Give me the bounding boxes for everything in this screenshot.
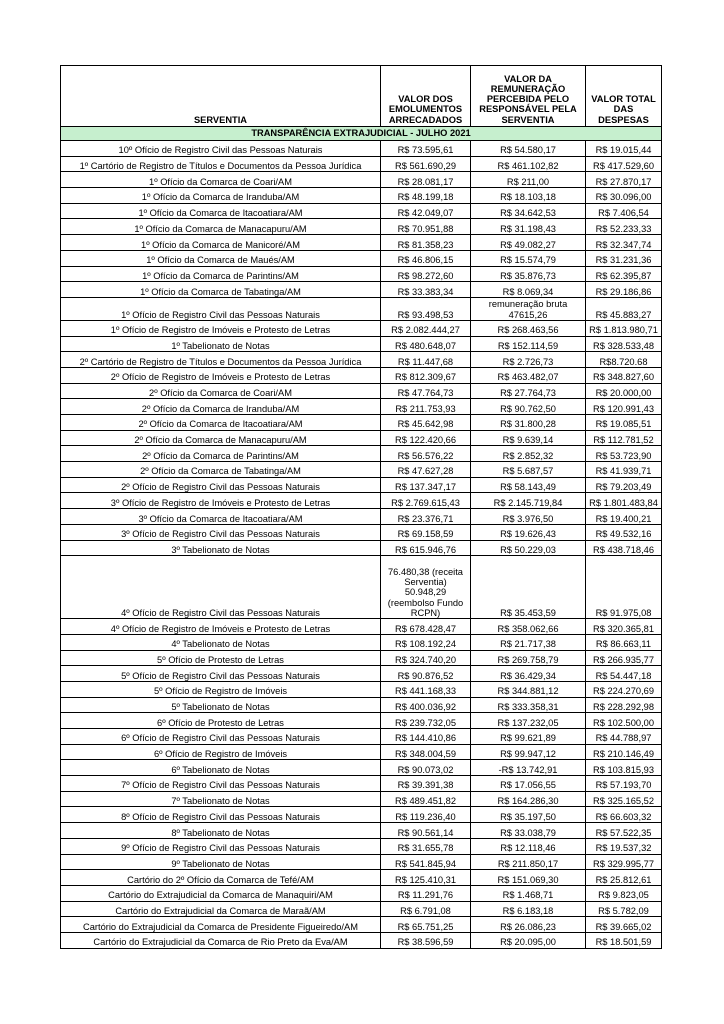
emolumentos-cell: R$ 73.595,61	[381, 141, 471, 157]
despesas-cell: R$ 325.165,52	[586, 791, 662, 807]
header-serventia: SERVENTIA	[61, 66, 381, 127]
remuneracao-cell: R$ 1.468,71	[471, 885, 586, 901]
remuneracao-cell: R$ 49.082,27	[471, 235, 586, 251]
despesas-cell: R$8.720.68	[586, 352, 662, 368]
table-row	[61, 352, 662, 368]
table-row	[61, 885, 662, 901]
despesas-cell: R$ 44.788,97	[586, 729, 662, 745]
table-row	[61, 493, 662, 509]
serventia-cell: 6º Ofício de Registro de Imóveis	[61, 744, 381, 760]
serventia-cell: 7º Ofício de Registro Civil das Pessoas Naturais	[61, 776, 381, 792]
serventia-cell: Cartório do Extrajudicial da Comarca de Manaquiri/AM	[61, 885, 381, 901]
serventia-cell: 4º Tabelionato de Notas	[61, 634, 381, 650]
emolumentos-cell: R$ 28.081,17	[381, 172, 471, 188]
despesas-cell: R$ 266.935,77	[586, 650, 662, 666]
remuneracao-cell: R$ 8.069,34	[471, 282, 586, 298]
despesas-cell: R$ 91.975,08	[586, 556, 662, 619]
table-row	[61, 383, 662, 399]
emolumentos-cell: R$ 541.845,94	[381, 854, 471, 870]
remuneracao-cell: R$ 5.687,57	[471, 462, 586, 478]
remuneracao-cell: R$ 99.947,12	[471, 744, 586, 760]
despesas-cell: R$ 29.186,86	[586, 282, 662, 298]
despesas-cell: R$ 39.665,02	[586, 917, 662, 933]
serventia-cell: 5º Ofício de Protesto de Letras	[61, 650, 381, 666]
remuneracao-cell: R$ 18.103,18	[471, 188, 586, 204]
table-row	[61, 415, 662, 431]
despesas-cell: R$ 320.365,81	[586, 619, 662, 635]
remuneracao-cell: R$ 50.229,03	[471, 540, 586, 556]
table-row	[61, 430, 662, 446]
table-row	[61, 634, 662, 650]
remuneracao-cell: R$ 34.642,53	[471, 203, 586, 219]
despesas-cell: R$ 417.529,60	[586, 156, 662, 172]
serventia-cell: 2º Ofício da Comarca de Manacapuru/AM	[61, 430, 381, 446]
remuneracao-cell: -R$ 13.742,91	[471, 760, 586, 776]
emolumentos-cell: R$ 33.383,34	[381, 282, 471, 298]
table-row	[61, 509, 662, 525]
remuneracao-cell: remuneração bruta 47615,26	[471, 297, 586, 320]
serventia-cell: Cartório do 2º Ofício da Comarca de Tefé/AM	[61, 870, 381, 886]
emolumentos-cell: R$ 6.791,08	[381, 901, 471, 917]
table-row	[61, 556, 662, 619]
despesas-cell: R$ 210.146,49	[586, 744, 662, 760]
emolumentos-cell: R$ 324.740,20	[381, 650, 471, 666]
despesas-cell: R$ 112.781,52	[586, 430, 662, 446]
remuneracao-cell: R$ 358.062,66	[471, 619, 586, 635]
despesas-cell: R$ 41.939,71	[586, 462, 662, 478]
despesas-cell: R$ 25.812,61	[586, 870, 662, 886]
table-row	[61, 807, 662, 823]
emolumentos-cell: R$ 93.498,53	[381, 297, 471, 320]
serventia-cell: Cartório do Extrajudicial da Comarca de Maraã/AM	[61, 901, 381, 917]
despesas-cell: R$ 32.347,74	[586, 235, 662, 251]
remuneracao-cell: R$ 461.102,82	[471, 156, 586, 172]
emolumentos-cell: R$ 812.309,67	[381, 367, 471, 383]
despesas-cell: R$ 19.537,32	[586, 838, 662, 854]
despesas-cell: R$ 224.270,69	[586, 681, 662, 697]
emolumentos-cell: R$ 441.168,33	[381, 681, 471, 697]
despesas-cell: R$ 5.782,09	[586, 901, 662, 917]
table-row	[61, 219, 662, 235]
despesas-cell: R$ 66.603,32	[586, 807, 662, 823]
despesas-cell: R$ 102.500,00	[586, 713, 662, 729]
table-row	[61, 666, 662, 682]
emolumentos-cell: R$ 480.648,07	[381, 336, 471, 352]
emolumentos-cell: R$ 348.004,59	[381, 744, 471, 760]
serventia-cell: 3º Tabelionato de Notas	[61, 540, 381, 556]
serventia-cell: 1º Ofício da Comarca de Maués/AM	[61, 250, 381, 266]
despesas-cell: R$ 31.231,36	[586, 250, 662, 266]
remuneracao-cell: R$ 90.762,50	[471, 399, 586, 415]
emolumentos-cell: R$ 39.391,38	[381, 776, 471, 792]
despesas-cell: R$ 18.501,59	[586, 932, 662, 948]
serventia-cell: 2º Ofício da Comarca de Itacoatiara/AM	[61, 415, 381, 431]
emolumentos-cell: R$ 90.561,14	[381, 823, 471, 839]
serventia-cell: 2º Ofício da Comarca de Parintins/AM	[61, 446, 381, 462]
serventia-cell: 1º Tabelionato de Notas	[61, 336, 381, 352]
serventia-cell: 1º Ofício da Comarca de Itacoatiara/AM	[61, 203, 381, 219]
remuneracao-cell: R$ 58.143,49	[471, 477, 586, 493]
remuneracao-cell: R$ 463.482,07	[471, 367, 586, 383]
despesas-cell: R$ 27.870,17	[586, 172, 662, 188]
serventia-cell: 1º Ofício da Comarca de Parintins/AM	[61, 266, 381, 282]
serventia-cell: 3º Ofício de Registro de Imóveis e Protesto de Letras	[61, 493, 381, 509]
emolumentos-cell: R$ 65.751,25	[381, 917, 471, 933]
emolumentos-cell: R$ 489.451,82	[381, 791, 471, 807]
serventia-cell: 10º Ofício de Registro Civil das Pessoas Naturais	[61, 141, 381, 157]
despesas-cell: R$ 120.991,43	[586, 399, 662, 415]
emolumentos-cell: R$ 31.655,78	[381, 838, 471, 854]
serventia-cell: 9º Ofício de Registro Civil das Pessoas Naturais	[61, 838, 381, 854]
emolumentos-cell: R$ 400.036,92	[381, 697, 471, 713]
remuneracao-cell: R$ 164.286,30	[471, 791, 586, 807]
serventia-cell: 4º Ofício de Registro de Imóveis e Protesto de Letras	[61, 619, 381, 635]
emolumentos-cell: R$ 137.347,17	[381, 477, 471, 493]
table-row	[61, 870, 662, 886]
table-row	[61, 477, 662, 493]
serventia-cell: 2º Ofício da Comarca de Coari/AM	[61, 383, 381, 399]
table-row	[61, 172, 662, 188]
table-row	[61, 320, 662, 336]
serventia-cell: 9º Tabelionato de Notas	[61, 854, 381, 870]
remuneracao-cell: R$ 211.850,17	[471, 854, 586, 870]
remuneracao-cell: R$ 15.574,79	[471, 250, 586, 266]
remuneracao-cell: R$ 99.621,89	[471, 729, 586, 745]
table-row	[61, 650, 662, 666]
remuneracao-cell: R$ 2.145.719,84	[471, 493, 586, 509]
emolumentos-cell: R$ 11.447,68	[381, 352, 471, 368]
despesas-cell: R$ 54.447,18	[586, 666, 662, 682]
table-row	[61, 462, 662, 478]
table-row	[61, 540, 662, 556]
despesas-cell: R$ 57.193,70	[586, 776, 662, 792]
serventia-cell: 5º Ofício de Registro Civil das Pessoas Naturais	[61, 666, 381, 682]
transparency-table	[60, 65, 662, 949]
emolumentos-cell: R$ 38.596,59	[381, 932, 471, 948]
table-row	[61, 697, 662, 713]
table-row	[61, 854, 662, 870]
emolumentos-cell: R$ 2.769.615,43	[381, 493, 471, 509]
serventia-cell: 1º Ofício de Registro de Imóveis e Protesto de Letras	[61, 320, 381, 336]
table-row	[61, 367, 662, 383]
table-row	[61, 838, 662, 854]
remuneracao-cell: R$ 26.086,23	[471, 917, 586, 933]
serventia-cell: 5º Tabelionato de Notas	[61, 697, 381, 713]
table-row	[61, 744, 662, 760]
serventia-cell: 1º Cartório de Registro de Títulos e Documentos da Pessoa Jurídica	[61, 156, 381, 172]
table-row	[61, 760, 662, 776]
remuneracao-cell: R$ 137.232,05	[471, 713, 586, 729]
serventia-cell: 2º Cartório de Registro de Títulos e Documentos da Pessoa Jurídica	[61, 352, 381, 368]
despesas-cell: R$ 228.292,98	[586, 697, 662, 713]
serventia-cell: 8º Tabelionato de Notas	[61, 823, 381, 839]
emolumentos-cell: R$ 561.690,29	[381, 156, 471, 172]
despesas-cell: R$ 7.406,54	[586, 203, 662, 219]
table-row	[61, 156, 662, 172]
emolumentos-cell: R$ 119.236,40	[381, 807, 471, 823]
remuneracao-cell: R$ 9.639,14	[471, 430, 586, 446]
remuneracao-cell: R$ 20.095,00	[471, 932, 586, 948]
remuneracao-cell: R$ 151.069,30	[471, 870, 586, 886]
table-row	[61, 917, 662, 933]
remuneracao-cell: R$ 35.453,59	[471, 556, 586, 619]
table-row	[61, 266, 662, 282]
table-row	[61, 729, 662, 745]
remuneracao-cell: R$ 35.876,73	[471, 266, 586, 282]
emolumentos-cell: R$ 98.272,60	[381, 266, 471, 282]
remuneracao-cell: R$ 344.881,12	[471, 681, 586, 697]
serventia-cell: Cartório do Extrajudicial da Comarca de Rio Preto da Eva/AM	[61, 932, 381, 948]
header-row	[61, 66, 662, 127]
serventia-cell: 8º Ofício de Registro Civil das Pessoas Naturais	[61, 807, 381, 823]
table-row	[61, 282, 662, 298]
remuneracao-cell: R$ 31.800,28	[471, 415, 586, 431]
despesas-cell: R$ 103.815,93	[586, 760, 662, 776]
emolumentos-cell: R$ 2.082.444,27	[381, 320, 471, 336]
despesas-cell: R$ 348.827,60	[586, 367, 662, 383]
serventia-cell: 6º Tabelionato de Notas	[61, 760, 381, 776]
emolumentos-cell: R$ 45.642,98	[381, 415, 471, 431]
despesas-cell: R$ 45.883,27	[586, 297, 662, 320]
header-despesas: VALOR TOTAL DAS DESPESAS	[586, 66, 662, 127]
remuneracao-cell: R$ 21.717,38	[471, 634, 586, 650]
emolumentos-cell: R$ 122.420,66	[381, 430, 471, 446]
remuneracao-cell: R$ 35.197,50	[471, 807, 586, 823]
section-title: TRANSPARÊNCIA EXTRAJUDICIAL - JULHO 2021	[61, 127, 662, 141]
table-row	[61, 681, 662, 697]
despesas-cell: R$ 86.663,11	[586, 634, 662, 650]
despesas-cell: R$ 9.823,05	[586, 885, 662, 901]
serventia-cell: 3º Ofício da Comarca de Itacoatiara/AM	[61, 509, 381, 525]
remuneracao-cell: R$ 12.118,46	[471, 838, 586, 854]
remuneracao-cell: R$ 2.852,32	[471, 446, 586, 462]
despesas-cell: R$ 49.532,16	[586, 524, 662, 540]
serventia-cell: 3º Ofício de Registro Civil das Pessoas Naturais	[61, 524, 381, 540]
emolumentos-cell: R$ 47.627,28	[381, 462, 471, 478]
remuneracao-cell: R$ 152.114,59	[471, 336, 586, 352]
emolumentos-cell: R$ 239.732,05	[381, 713, 471, 729]
remuneracao-cell: R$ 3.976,50	[471, 509, 586, 525]
remuneracao-cell: R$ 2.726,73	[471, 352, 586, 368]
table-row	[61, 203, 662, 219]
emolumentos-cell: R$ 11.291,76	[381, 885, 471, 901]
emolumentos-cell: R$ 42.049,07	[381, 203, 471, 219]
despesas-cell: R$ 52.233,33	[586, 219, 662, 235]
remuneracao-cell: R$ 31.198,43	[471, 219, 586, 235]
serventia-cell: 1º Ofício da Comarca de Manacapuru/AM	[61, 219, 381, 235]
serventia-cell: 1º Ofício da Comarca de Coari/AM	[61, 172, 381, 188]
table-row	[61, 619, 662, 635]
table-row	[61, 250, 662, 266]
serventia-cell: 6º Ofício de Protesto de Letras	[61, 713, 381, 729]
emolumentos-cell: R$ 23.376,71	[381, 509, 471, 525]
despesas-cell: R$ 1.813.980,71	[586, 320, 662, 336]
serventia-cell: 7º Tabelionato de Notas	[61, 791, 381, 807]
emolumentos-cell: R$ 48.199,18	[381, 188, 471, 204]
despesas-cell: R$ 19.015,44	[586, 141, 662, 157]
table-row	[61, 188, 662, 204]
emolumentos-cell: R$ 144.410,86	[381, 729, 471, 745]
remuneracao-cell: R$ 27.764,73	[471, 383, 586, 399]
serventia-cell: 6º Ofício de Registro Civil das Pessoas Naturais	[61, 729, 381, 745]
remuneracao-cell: R$ 6.183,18	[471, 901, 586, 917]
table-row	[61, 823, 662, 839]
table-row	[61, 791, 662, 807]
table-row	[61, 713, 662, 729]
table-row	[61, 399, 662, 415]
remuneracao-cell: R$ 36.429,34	[471, 666, 586, 682]
table-row	[61, 776, 662, 792]
serventia-cell: 4º Ofício de Registro Civil das Pessoas Naturais	[61, 556, 381, 619]
despesas-cell: R$ 30.096,00	[586, 188, 662, 204]
serventia-cell: 1º Ofício da Comarca de Iranduba/AM	[61, 188, 381, 204]
table-row	[61, 297, 662, 320]
remuneracao-cell: R$ 333.358,31	[471, 697, 586, 713]
emolumentos-cell: 76.480,38 (receita Serventia) 50.948,29 (reembolso Fundo RCPN)	[381, 556, 471, 619]
emolumentos-cell: R$ 90.876,52	[381, 666, 471, 682]
despesas-cell: R$ 20.000,00	[586, 383, 662, 399]
despesas-cell: R$ 19.400,21	[586, 509, 662, 525]
despesas-cell: R$ 57.522,35	[586, 823, 662, 839]
emolumentos-cell: R$ 69.158,59	[381, 524, 471, 540]
table-row	[61, 932, 662, 948]
serventia-cell: 5º Ofício de Registro de Imóveis	[61, 681, 381, 697]
emolumentos-cell: R$ 90.073,02	[381, 760, 471, 776]
header-remuneracao: VALOR DA REMUNERAÇÃO PERCEBIDA PELO RESPONSÁVEL PELA SERVENTIA	[471, 66, 586, 127]
remuneracao-cell: R$ 19.626,43	[471, 524, 586, 540]
despesas-cell: R$ 79.203,49	[586, 477, 662, 493]
header-emolumentos: VALOR DOS EMOLUMENTOS ARRECADADOS	[381, 66, 471, 127]
serventia-cell: 1º Ofício de Registro Civil das Pessoas Naturais	[61, 297, 381, 320]
despesas-cell: R$ 438.718,46	[586, 540, 662, 556]
table-row	[61, 524, 662, 540]
table-row	[61, 901, 662, 917]
emolumentos-cell: R$ 47.764,73	[381, 383, 471, 399]
despesas-cell: R$ 328.533,48	[586, 336, 662, 352]
emolumentos-cell: R$ 211.753,93	[381, 399, 471, 415]
table-row	[61, 235, 662, 251]
emolumentos-cell: R$ 81.358,23	[381, 235, 471, 251]
emolumentos-cell: R$ 46.806,15	[381, 250, 471, 266]
serventia-cell: 2º Ofício de Registro de Imóveis e Protesto de Letras	[61, 367, 381, 383]
serventia-cell: 2º Ofício de Registro Civil das Pessoas Naturais	[61, 477, 381, 493]
serventia-cell: Cartório do Extrajudicial da Comarca de Presidente Figueiredo/AM	[61, 917, 381, 933]
remuneracao-cell: R$ 211,00	[471, 172, 586, 188]
table-row	[61, 336, 662, 352]
despesas-cell: R$ 53.723,90	[586, 446, 662, 462]
remuneracao-cell: R$ 269.758,79	[471, 650, 586, 666]
despesas-cell: R$ 329.995,77	[586, 854, 662, 870]
section-title-row	[61, 127, 662, 141]
despesas-cell: R$ 19.085,51	[586, 415, 662, 431]
emolumentos-cell: R$ 615.946,76	[381, 540, 471, 556]
emolumentos-cell: R$ 678.428,47	[381, 619, 471, 635]
emolumentos-cell: R$ 56.576,22	[381, 446, 471, 462]
serventia-cell: 1º Ofício da Comarca de Tabatinga/AM	[61, 282, 381, 298]
remuneracao-cell: R$ 33.038,79	[471, 823, 586, 839]
serventia-cell: 2º Ofício da Comarca de Tabatinga/AM	[61, 462, 381, 478]
despesas-cell: R$ 62.395,87	[586, 266, 662, 282]
remuneracao-cell: R$ 268.463,56	[471, 320, 586, 336]
remuneracao-cell: R$ 54.580,17	[471, 141, 586, 157]
serventia-cell: 2º Ofício da Comarca de Iranduba/AM	[61, 399, 381, 415]
remuneracao-cell: R$ 17.056,55	[471, 776, 586, 792]
emolumentos-cell: R$ 108.192,24	[381, 634, 471, 650]
emolumentos-cell: R$ 70.951,88	[381, 219, 471, 235]
emolumentos-cell: R$ 125.410,31	[381, 870, 471, 886]
table-row	[61, 141, 662, 157]
serventia-cell: 1º Ofício da Comarca de Manicoré/AM	[61, 235, 381, 251]
table-row	[61, 446, 662, 462]
despesas-cell: R$ 1.801.483,84	[586, 493, 662, 509]
